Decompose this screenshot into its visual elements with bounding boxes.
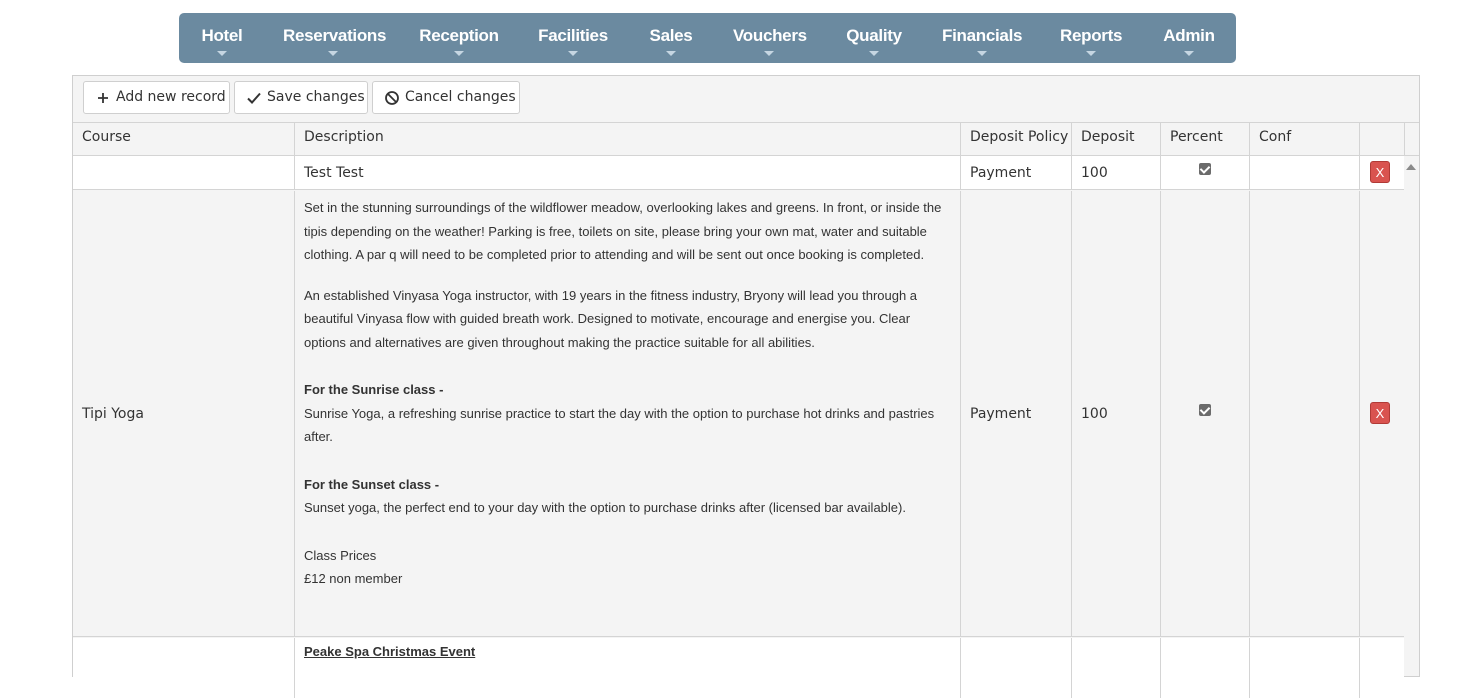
price-line: £12 non member xyxy=(304,571,403,586)
sunrise-text: Sunrise Yoga, a refreshing sunrise practice to start the day with the option to purchase hot drinks and pastries after. xyxy=(304,405,935,444)
nav-financials[interactable] xyxy=(942,13,1022,63)
cell-deposit-policy[interactable]: Payment xyxy=(961,191,1072,636)
cell-percent[interactable] xyxy=(1161,191,1250,636)
cell-deposit[interactable]: 100 xyxy=(1072,191,1161,636)
sunset-heading: For the Sunset class - xyxy=(304,476,440,492)
cell-conf[interactable] xyxy=(1250,638,1360,698)
chevron-down-icon xyxy=(666,51,676,56)
chevron-down-icon xyxy=(1184,51,1194,56)
cell-deposit[interactable] xyxy=(1072,638,1161,698)
courses-grid xyxy=(72,75,1420,677)
plus-icon xyxy=(95,90,111,106)
nav-sales-label: Sales xyxy=(649,26,693,45)
chevron-down-icon xyxy=(328,51,338,56)
cell-conf[interactable] xyxy=(1250,156,1360,189)
column-header-description[interactable]: Description xyxy=(295,123,961,155)
nav-vouchers-label: Vouchers xyxy=(733,26,807,45)
nav-facilities[interactable] xyxy=(537,13,609,63)
cell-deposit[interactable]: 100 xyxy=(1072,156,1161,189)
scroll-up-arrow-icon[interactable] xyxy=(1406,164,1416,170)
percent-checkbox[interactable] xyxy=(1199,404,1211,416)
add-record-button[interactable] xyxy=(83,81,230,114)
delete-row-button[interactable]: X xyxy=(1370,161,1390,183)
grid-toolbar xyxy=(73,76,1419,123)
cell-course[interactable] xyxy=(73,156,295,189)
column-header-deposit[interactable]: Deposit xyxy=(1072,123,1161,155)
chevron-down-icon xyxy=(869,51,879,56)
nav-facilities-label: Facilities xyxy=(538,26,608,45)
add-record-label: Add new record xyxy=(116,89,226,105)
nav-reports[interactable] xyxy=(1060,13,1122,63)
save-changes-label: Save changes xyxy=(267,89,365,105)
cell-deposit-policy[interactable]: Payment xyxy=(961,156,1072,189)
table-row[interactable] xyxy=(73,156,1404,190)
table-row[interactable] xyxy=(73,638,1404,698)
sunrise-heading: For the Sunrise class - xyxy=(304,382,444,397)
column-header-course[interactable]: Course xyxy=(73,123,295,155)
save-changes-button[interactable] xyxy=(234,81,368,114)
cancel-changes-button[interactable] xyxy=(372,81,520,114)
nav-quality[interactable] xyxy=(844,13,904,63)
cell-actions xyxy=(1360,191,1404,636)
chevron-down-icon xyxy=(217,51,227,56)
chevron-down-icon xyxy=(568,51,578,56)
column-header-deposit-policy[interactable]: Deposit Policy xyxy=(961,123,1072,155)
cell-conf[interactable] xyxy=(1250,191,1360,636)
nav-hotel-label: Hotel xyxy=(201,26,243,45)
nav-admin[interactable] xyxy=(1163,13,1215,63)
vertical-scrollbar[interactable] xyxy=(1404,156,1419,676)
prices-heading: Class Prices xyxy=(304,547,377,563)
table-row[interactable] xyxy=(73,191,1404,637)
nav-sales[interactable] xyxy=(646,13,696,63)
delete-row-button[interactable]: X xyxy=(1370,402,1390,424)
cell-description[interactable]: Test Test xyxy=(295,156,961,189)
nav-reception-label: Reception xyxy=(419,26,499,45)
nav-reservations[interactable] xyxy=(283,13,387,63)
grid-header xyxy=(73,123,1419,156)
chevron-down-icon xyxy=(1086,51,1096,56)
cell-actions xyxy=(1360,156,1404,189)
nav-reservations-label: Reservations xyxy=(283,26,387,45)
column-header-conf[interactable]: Conf xyxy=(1250,123,1360,155)
cell-actions xyxy=(1360,638,1404,698)
chevron-down-icon xyxy=(764,51,774,56)
cancel-icon xyxy=(384,90,400,106)
cell-course[interactable]: Tipi Yoga xyxy=(73,191,295,636)
main-nav xyxy=(179,13,1236,63)
chevron-down-icon xyxy=(454,51,464,56)
cell-percent[interactable] xyxy=(1161,638,1250,698)
description-paragraph: An established Vinyasa Yoga instructor, with 19 years in the fitness industry, Bryony will lead you through a beautiful Vinyasa flow with guided breath work. Designed to motivate, encourage and energise you. Clear options and alternatives are given throughout making the practice suitable for all abilities. xyxy=(304,287,918,350)
event-title: Peake Spa Christmas Event xyxy=(304,644,476,659)
checkmark-icon xyxy=(246,90,262,106)
cell-deposit-policy[interactable] xyxy=(961,638,1072,698)
cell-percent[interactable] xyxy=(1161,156,1250,189)
sunset-text: Sunset yoga, the perfect end to your day with the option to purchase drinks after (licensed bar available). xyxy=(304,500,906,515)
nav-reports-label: Reports xyxy=(1060,26,1123,45)
cell-course[interactable] xyxy=(73,638,295,698)
nav-financials-label: Financials xyxy=(942,26,1023,45)
column-header-percent[interactable]: Percent xyxy=(1161,123,1250,155)
cell-description[interactable] xyxy=(295,191,961,636)
cancel-changes-label: Cancel changes xyxy=(405,89,516,105)
nav-quality-label: Quality xyxy=(846,26,902,45)
description-paragraph: Set in the stunning surroundings of the wildflower meadow, overlooking lakes and greens. In front, or inside the tipis depending on the weather! Parking is free, toilets on site, please bring your own mat, water and suitable clothing. A par q will need to be completed prior to attending and will be sent out once booking is completed. xyxy=(304,200,942,262)
percent-checkbox[interactable] xyxy=(1199,163,1211,175)
nav-vouchers[interactable] xyxy=(733,13,805,63)
nav-hotel[interactable] xyxy=(193,13,251,63)
nav-reception[interactable] xyxy=(419,13,499,63)
column-header-actions xyxy=(1360,123,1405,155)
cell-description[interactable] xyxy=(295,638,961,698)
chevron-down-icon xyxy=(977,51,987,56)
nav-admin-label: Admin xyxy=(1163,26,1215,45)
